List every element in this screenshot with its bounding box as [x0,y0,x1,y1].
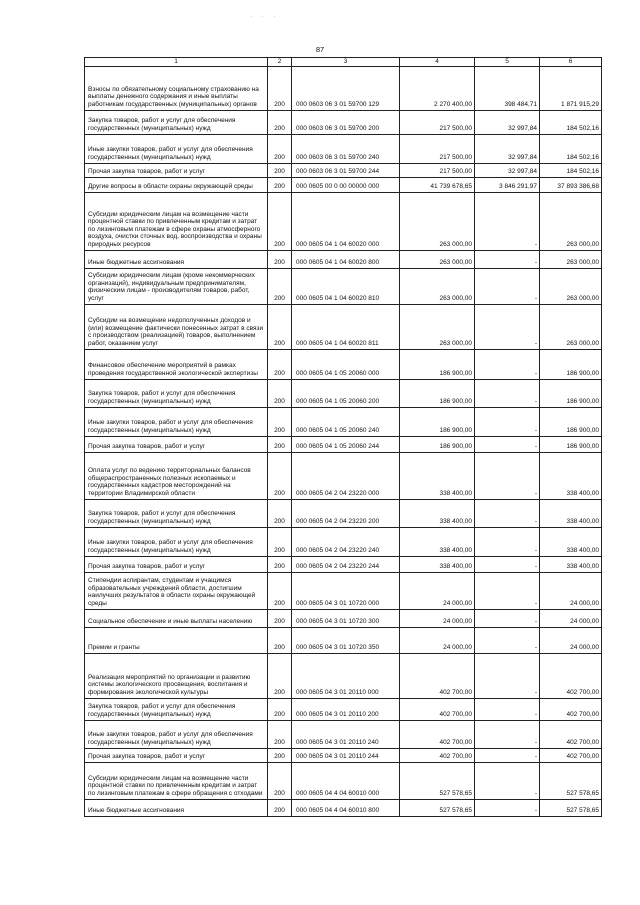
row-executed-amount: - [475,556,540,572]
row-approved-amount: 186 900,00 [400,349,475,379]
row-remaining-amount: 24 000,00 [540,609,602,627]
row-executed-amount: - [475,720,540,748]
row-remaining-amount: 186 900,00 [540,349,602,379]
table-row [85,163,602,177]
row-executed-amount: 398 484,71 [475,66,540,110]
row-executed-amount: - [475,268,540,304]
row-approved-amount: 402 700,00 [400,748,475,762]
row-approved-amount: 186 900,00 [400,407,475,436]
row-line-code: 200 [268,250,292,268]
column-header: 3 [292,58,400,67]
table-row [85,698,602,720]
column-header: 4 [400,58,475,67]
row-executed-amount: - [475,698,540,720]
row-approved-amount: 338 400,00 [400,452,475,499]
row-remaining-amount: 338 400,00 [540,527,602,556]
row-remaining-amount: 263 000,00 [540,250,602,268]
row-name: Взносы по обязательному социальному страхованию на выплаты денежного содержания и иные выплаты работникам государственных (муниципальных) органов [85,66,268,110]
row-classification-code: 000 0605 04 1 05 20060 200 [292,379,400,407]
row-approved-amount: 527 578,65 [400,799,475,816]
row-line-code: 200 [268,66,292,110]
table-row [85,762,602,799]
row-remaining-amount: 263 000,00 [540,192,602,250]
row-executed-amount: - [475,349,540,379]
row-approved-amount: 217 500,00 [400,110,475,134]
row-executed-amount: - [475,192,540,250]
row-line-code: 200 [268,572,292,609]
row-classification-code: 000 0605 04 1 04 60020 000 [292,192,400,250]
column-header: 5 [475,58,540,67]
row-executed-amount: - [475,452,540,499]
row-line-code: 200 [268,268,292,304]
table-row [85,250,602,268]
table-row [85,499,602,527]
table-row [85,192,602,250]
row-approved-amount: 24 000,00 [400,609,475,627]
table-row [85,452,602,499]
row-remaining-amount: 338 400,00 [540,556,602,572]
row-name: Закупка товаров, работ и услуг для обеспечения государственных (муниципальных) нужд [85,379,268,407]
row-name: Закупка товаров, работ и услуг для обеспечения государственных (муниципальных) нужд [85,499,268,527]
page-number: 87 [315,45,325,54]
row-line-code: 200 [268,499,292,527]
row-line-code: 200 [268,452,292,499]
row-name: Финансовое обеспечение мероприятий в рамках проведения государственной экологической экспертизы [85,349,268,379]
row-remaining-amount: 338 400,00 [540,499,602,527]
row-remaining-amount: 527 578,65 [540,762,602,799]
row-approved-amount: 402 700,00 [400,653,475,698]
row-remaining-amount: 402 700,00 [540,720,602,748]
row-classification-code: 000 0605 04 3 01 20110 244 [292,748,400,762]
row-line-code: 200 [268,748,292,762]
row-approved-amount: 186 900,00 [400,436,475,452]
row-classification-code: 000 0605 04 2 04 23220 000 [292,452,400,499]
row-classification-code: 000 0605 04 1 05 20060 240 [292,407,400,436]
row-line-code: 200 [268,436,292,452]
row-remaining-amount: 263 000,00 [540,304,602,349]
row-name: Субсидии юридическим лицам на возмещение части процентной ставки по привлеченным кредитам и затрат по лизинговым платежам в сфере охраны атмосферного воздуха, очистки сточных вод, воспроизводства и охраны природных ресурсов [85,192,268,250]
row-approved-amount: 217 500,00 [400,134,475,163]
row-line-code: 200 [268,627,292,653]
row-executed-amount: 32 997,84 [475,110,540,134]
row-approved-amount: 263 000,00 [400,268,475,304]
row-line-code: 200 [268,163,292,177]
row-classification-code: 000 0603 06 3 01 59700 129 [292,66,400,110]
row-remaining-amount: 37 893 386,68 [540,177,602,192]
row-approved-amount: 186 900,00 [400,379,475,407]
row-name: Прочая закупка товаров, работ и услуг [85,556,268,572]
row-classification-code: 000 0605 04 3 01 20110 000 [292,653,400,698]
row-name: Закупка товаров, работ и услуг для обеспечения государственных (муниципальных) нужд [85,110,268,134]
row-executed-amount: - [475,799,540,816]
row-classification-code: 000 0605 04 2 04 23220 240 [292,527,400,556]
table-row [85,748,602,762]
table-row [85,527,602,556]
row-line-code: 200 [268,110,292,134]
row-classification-code: 000 0605 04 3 01 10720 300 [292,609,400,627]
row-classification-code: 000 0605 04 1 04 60020 810 [292,268,400,304]
row-name: Социальное обеспечение и иные выплаты населению [85,609,268,627]
row-classification-code: 000 0603 06 3 01 59700 240 [292,134,400,163]
table-row [85,436,602,452]
row-name: Иные закупки товаров, работ и услуг для обеспечения государственных (муниципальных) нужд [85,720,268,748]
row-name: Иные закупки товаров, работ и услуг для обеспечения государственных (муниципальных) нужд [85,527,268,556]
row-remaining-amount: 402 700,00 [540,748,602,762]
row-line-code: 200 [268,527,292,556]
row-remaining-amount: 186 900,00 [540,407,602,436]
row-name: Оплата услуг по ведению территориальных балансов общераспространенных полезных ископаемых и государственных кадастров месторождений на территории Владимирской области [85,452,268,499]
table-row [85,110,602,134]
table-row [85,304,602,349]
row-executed-amount: - [475,436,540,452]
row-approved-amount: 2 270 400,00 [400,66,475,110]
scan-specks: · · · [250,14,280,20]
row-approved-amount: 24 000,00 [400,572,475,609]
row-remaining-amount: 184 502,16 [540,110,602,134]
row-executed-amount: - [475,748,540,762]
row-name: Иные бюджетные ассигнования [85,250,268,268]
row-line-code: 200 [268,177,292,192]
row-classification-code: 000 0605 04 3 01 10720 350 [292,627,400,653]
table-row [85,572,602,609]
row-line-code: 200 [268,134,292,163]
row-line-code: 200 [268,698,292,720]
table-body [85,66,602,816]
row-classification-code: 000 0605 04 3 01 20110 240 [292,720,400,748]
table-row [85,134,602,163]
row-approved-amount: 338 400,00 [400,499,475,527]
row-remaining-amount: 184 502,16 [540,134,602,163]
row-remaining-amount: 186 900,00 [540,379,602,407]
row-executed-amount: - [475,304,540,349]
table-row [85,66,602,110]
table-row [85,609,602,627]
table-row [85,349,602,379]
row-name: Другие вопросы в области охраны окружающей среды [85,177,268,192]
row-executed-amount: - [475,527,540,556]
row-classification-code: 000 0605 04 1 05 20060 000 [292,349,400,379]
row-approved-amount: 217 500,00 [400,163,475,177]
table-row [85,720,602,748]
row-classification-code: 000 0605 00 0 00 00000 000 [292,177,400,192]
row-remaining-amount: 186 900,00 [540,436,602,452]
row-approved-amount: 263 000,00 [400,250,475,268]
row-name: Закупка товаров, работ и услуг для обеспечения государственных (муниципальных) нужд [85,698,268,720]
row-line-code: 200 [268,192,292,250]
row-name: Иные закупки товаров, работ и услуг для обеспечения государственных (муниципальных) нужд [85,407,268,436]
row-executed-amount: - [475,609,540,627]
row-approved-amount: 41 739 678,65 [400,177,475,192]
row-name: Субсидии юридическим лицам на возмещение части процентной ставки по привлеченным кредитам и затрат по лизинговым платежам в сфере обращения с отходами [85,762,268,799]
row-executed-amount: - [475,499,540,527]
row-remaining-amount: 263 000,00 [540,268,602,304]
row-classification-code: 000 0605 04 1 05 20060 244 [292,436,400,452]
row-remaining-amount: 184 502,16 [540,163,602,177]
row-remaining-amount: 527 578,65 [540,799,602,816]
row-line-code: 200 [268,653,292,698]
budget-table [84,57,602,817]
row-executed-amount: - [475,762,540,799]
row-classification-code: 000 0605 04 2 04 23220 244 [292,556,400,572]
row-executed-amount: - [475,653,540,698]
row-approved-amount: 527 578,65 [400,762,475,799]
row-name: Премии и гранты [85,627,268,653]
row-remaining-amount: 338 400,00 [540,452,602,499]
row-name: Субсидии юридическим лицам (кроме некоммерческих организаций), индивидуальным предпринимателям, физическим лицам - производителям товаров, работ, услуг [85,268,268,304]
table-row [85,627,602,653]
row-approved-amount: 263 000,00 [400,192,475,250]
row-name: Прочая закупка товаров, работ и услуг [85,163,268,177]
table-row [85,268,602,304]
row-name: Прочая закупка товаров, работ и услуг [85,436,268,452]
row-line-code: 200 [268,762,292,799]
row-line-code: 200 [268,407,292,436]
row-classification-code: 000 0603 06 3 01 59700 244 [292,163,400,177]
row-approved-amount: 338 400,00 [400,527,475,556]
header-row [85,58,602,67]
row-classification-code: 000 0605 04 1 04 60020 811 [292,304,400,349]
row-remaining-amount: 1 871 915,29 [540,66,602,110]
row-executed-amount: 32 997,84 [475,134,540,163]
column-header: 2 [268,58,292,67]
row-remaining-amount: 24 000,00 [540,572,602,609]
row-line-code: 200 [268,720,292,748]
row-executed-amount: - [475,572,540,609]
row-executed-amount: - [475,250,540,268]
row-remaining-amount: 402 700,00 [540,698,602,720]
row-name: Иные бюджетные ассигнования [85,799,268,816]
row-executed-amount: - [475,407,540,436]
row-line-code: 200 [268,609,292,627]
row-classification-code: 000 0605 04 4 04 60010 000 [292,762,400,799]
row-classification-code: 000 0605 04 4 04 60010 800 [292,799,400,816]
column-header: 1 [85,58,268,67]
row-classification-code: 000 0605 04 3 01 20110 200 [292,698,400,720]
table-row [85,379,602,407]
row-name: Иные закупки товаров, работ и услуг для обеспечения государственных (муниципальных) нужд [85,134,268,163]
row-line-code: 200 [268,556,292,572]
table-row [85,177,602,192]
row-approved-amount: 402 700,00 [400,720,475,748]
row-name: Реализация мероприятий по организации и развитию системы экологического просвещения, воспитания и формирования экологической культуры [85,653,268,698]
row-approved-amount: 24 000,00 [400,627,475,653]
row-remaining-amount: 402 700,00 [540,653,602,698]
row-classification-code: 000 0605 04 1 04 60020 800 [292,250,400,268]
row-line-code: 200 [268,349,292,379]
row-approved-amount: 338 400,00 [400,556,475,572]
row-name: Субсидии на возмещение недополученных доходов и (или) возмещение фактически понесенных затрат в связи с производством (реализацией) товаров, выполнением работ, оказанием услуг [85,304,268,349]
row-name: Стипендии аспирантам, студентам и учащимся образовательных учреждений области, достигшим наилучших результатов в области охраны окружающей среды [85,572,268,609]
row-classification-code: 000 0603 06 3 01 59700 200 [292,110,400,134]
row-name: Прочая закупка товаров, работ и услуг [85,748,268,762]
row-line-code: 200 [268,799,292,816]
row-classification-code: 000 0605 04 3 01 10720 000 [292,572,400,609]
row-executed-amount: - [475,627,540,653]
row-executed-amount: - [475,379,540,407]
row-executed-amount: 32 997,84 [475,163,540,177]
row-executed-amount: 3 846 291,97 [475,177,540,192]
row-approved-amount: 263 000,00 [400,304,475,349]
table-row [85,407,602,436]
table-row [85,653,602,698]
row-line-code: 200 [268,304,292,349]
column-header: 6 [540,58,602,67]
row-classification-code: 000 0605 04 2 04 23220 200 [292,499,400,527]
table-row [85,799,602,816]
table-row [85,556,602,572]
row-line-code: 200 [268,379,292,407]
row-approved-amount: 402 700,00 [400,698,475,720]
row-remaining-amount: 24 000,00 [540,627,602,653]
